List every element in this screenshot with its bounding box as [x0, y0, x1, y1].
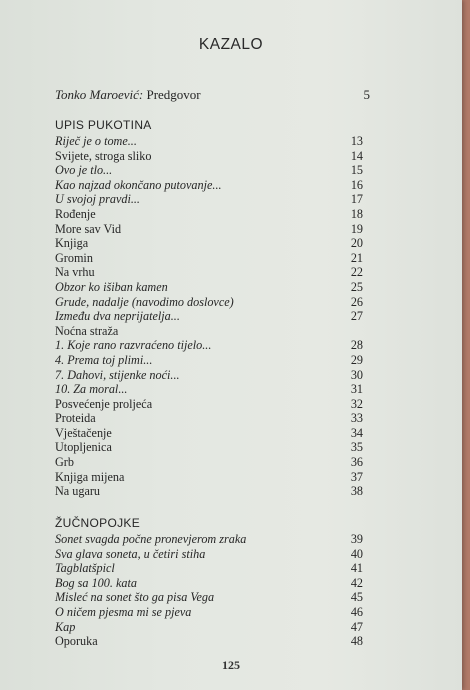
- toc-entry-page: 19: [350, 221, 363, 236]
- toc-entry-page: 14: [350, 148, 363, 163]
- toc-entry-title: Obzor ko išiban kamen: [55, 279, 168, 294]
- toc-entry-title: O ničem pjesma mi se pjeva: [55, 604, 192, 619]
- toc-entry: [55, 222, 363, 237]
- toc-entry-title: Gromin: [55, 250, 93, 265]
- toc-entry-title: 7. Dahovi, stijenke noći...: [55, 367, 180, 382]
- toc-entry-page: 31: [350, 382, 363, 397]
- entry-list: [55, 532, 363, 649]
- toc-entry-title: Svijete, stroga sliko: [55, 148, 152, 163]
- toc-entry: [55, 561, 363, 576]
- toc-entry-title: Na ugaru: [55, 484, 101, 499]
- toc-entry: [55, 163, 363, 178]
- section-heading: ŽUČNOPOJKE: [55, 516, 141, 530]
- toc-entry-title: Rođenje: [55, 206, 96, 221]
- preface-label: Predgovor: [143, 87, 201, 102]
- toc-entry-page: 30: [350, 367, 363, 382]
- toc-entry: [55, 484, 363, 499]
- toc-entry: [55, 192, 363, 207]
- toc-entry-page: 34: [350, 425, 363, 440]
- toc-entry-page: 13: [350, 134, 363, 148]
- toc-entry-title: Riječ je o tome...: [55, 134, 137, 148]
- toc-entry-title: Bog sa 100. kata: [55, 575, 137, 590]
- toc-entry-page: 38: [350, 484, 363, 499]
- toc-entry: [55, 470, 363, 485]
- toc-entry-title: 4. Prema toj plimi...: [55, 352, 153, 367]
- toc-entry-page: 42: [350, 575, 363, 590]
- toc-entry-title: Proteida: [55, 411, 96, 426]
- toc-entry-title: Noćna straža: [55, 323, 119, 338]
- toc-entry-title: Knjiga: [55, 236, 89, 251]
- toc-entry-page: 32: [350, 396, 363, 411]
- toc-entry-page: 47: [350, 619, 363, 634]
- toc-entry: [55, 426, 363, 441]
- toc-entry-page: 28: [350, 338, 363, 353]
- toc-entry-title: Knjiga mijena: [55, 469, 125, 484]
- toc-entry: [55, 547, 363, 562]
- toc-entry: [55, 149, 363, 164]
- toc-entry: [55, 178, 363, 193]
- toc-entry-page: 18: [350, 206, 363, 221]
- toc-entry-page: 27: [350, 309, 363, 324]
- toc-entry-title: Oporuka: [55, 634, 98, 649]
- toc-entry-page: 40: [350, 546, 363, 561]
- section-zucnopojke: [55, 514, 363, 649]
- toc-entry-title: Utopljenica: [55, 440, 112, 455]
- toc-entry-title: More sav Vid: [55, 221, 122, 236]
- page-title: KAZALO: [198, 36, 264, 53]
- page-number: 125: [222, 658, 240, 672]
- toc-entry-title: Grb: [55, 455, 74, 470]
- toc-entry: [55, 605, 363, 620]
- toc-entry-title: Ovo je tlo...: [55, 163, 113, 178]
- preface-author: Tonko Maroević:: [55, 87, 144, 102]
- toc-entry-page: 20: [350, 236, 363, 251]
- toc-entry-page: 16: [350, 177, 363, 192]
- toc-entry: [55, 590, 363, 605]
- toc-entry: [55, 397, 363, 412]
- toc-entry: [55, 382, 363, 397]
- toc-entry-title: U svojoj pravdi...: [55, 192, 140, 207]
- toc-entry-page: 29: [350, 352, 363, 367]
- toc-entry: [55, 207, 363, 222]
- toc-entry-title: Grude, nadalje (navodimo doslovce): [55, 294, 234, 309]
- toc-entry-page: 17: [350, 192, 363, 207]
- entry-list: [55, 134, 363, 499]
- toc-entry-title: Tagblatšpicl: [55, 561, 115, 576]
- toc-entry: [55, 440, 363, 455]
- toc-entry: [55, 620, 363, 635]
- toc-entry: [55, 455, 363, 470]
- toc-entry: [55, 265, 363, 280]
- toc-entry-page: 35: [350, 440, 363, 455]
- toc-entry-page: 22: [350, 265, 363, 280]
- section-upis-pukotina: [55, 116, 363, 499]
- toc-entry-page: 48: [350, 634, 363, 649]
- toc-entry: [55, 134, 363, 149]
- toc-entry-page: 33: [350, 411, 363, 426]
- toc-entry: [55, 368, 363, 383]
- toc-entry-page: 36: [350, 455, 363, 470]
- preface-page: 5: [363, 87, 370, 102]
- preface-entry: [55, 87, 370, 103]
- toc-entry: [55, 324, 363, 339]
- toc-entry-title: Vještačenje: [55, 425, 112, 440]
- toc-entry-page: 37: [350, 469, 363, 484]
- toc-entry-title: Sva glava soneta, u četiri stiha: [55, 546, 206, 561]
- toc-entry: [55, 576, 363, 591]
- toc-entry-title: Između dva neprijatelja...: [55, 309, 180, 324]
- toc-entry-page: 21: [350, 250, 363, 265]
- toc-entry: [55, 309, 363, 324]
- toc-entry-title: Misleć na sonet što ga pisa Vega: [55, 590, 215, 605]
- section-heading: UPIS PUKOTINA: [55, 118, 152, 132]
- toc-entry: [55, 295, 363, 310]
- toc-entry: [55, 251, 363, 266]
- toc-entry-title: Posvećenje proljeća: [55, 396, 153, 411]
- toc-entry: [55, 634, 363, 649]
- toc-entry: [55, 353, 363, 368]
- toc-entry-page: [343, 324, 363, 339]
- toc-entry: [55, 236, 363, 251]
- toc-entry-title: 1. Koje rano razvraćeno tijelo...: [55, 338, 212, 353]
- toc-entry: [55, 338, 363, 353]
- toc-entry: [55, 532, 363, 547]
- toc-entry-title: 10. Za moral...: [55, 382, 128, 397]
- toc-entry-title: Sonet svagda počne pronevjerom zraka: [55, 532, 247, 546]
- toc-entry-page: 46: [350, 604, 363, 619]
- toc-entry-title: Kao najzad okončano putovanje...: [55, 177, 222, 192]
- toc-entry-title: Na vrhu: [55, 265, 95, 280]
- toc-entry-page: 15: [350, 163, 363, 178]
- toc-entry-page: 45: [350, 590, 363, 605]
- toc-entry-title: Kap: [55, 619, 76, 634]
- toc-entry-page: 39: [350, 532, 363, 546]
- toc-entry: [55, 280, 363, 295]
- toc-entry-page: 25: [350, 279, 363, 294]
- toc-entry-page: 26: [350, 294, 363, 309]
- toc-entry: [55, 411, 363, 426]
- preface-title: [55, 87, 201, 103]
- toc-entry-page: 41: [350, 561, 363, 576]
